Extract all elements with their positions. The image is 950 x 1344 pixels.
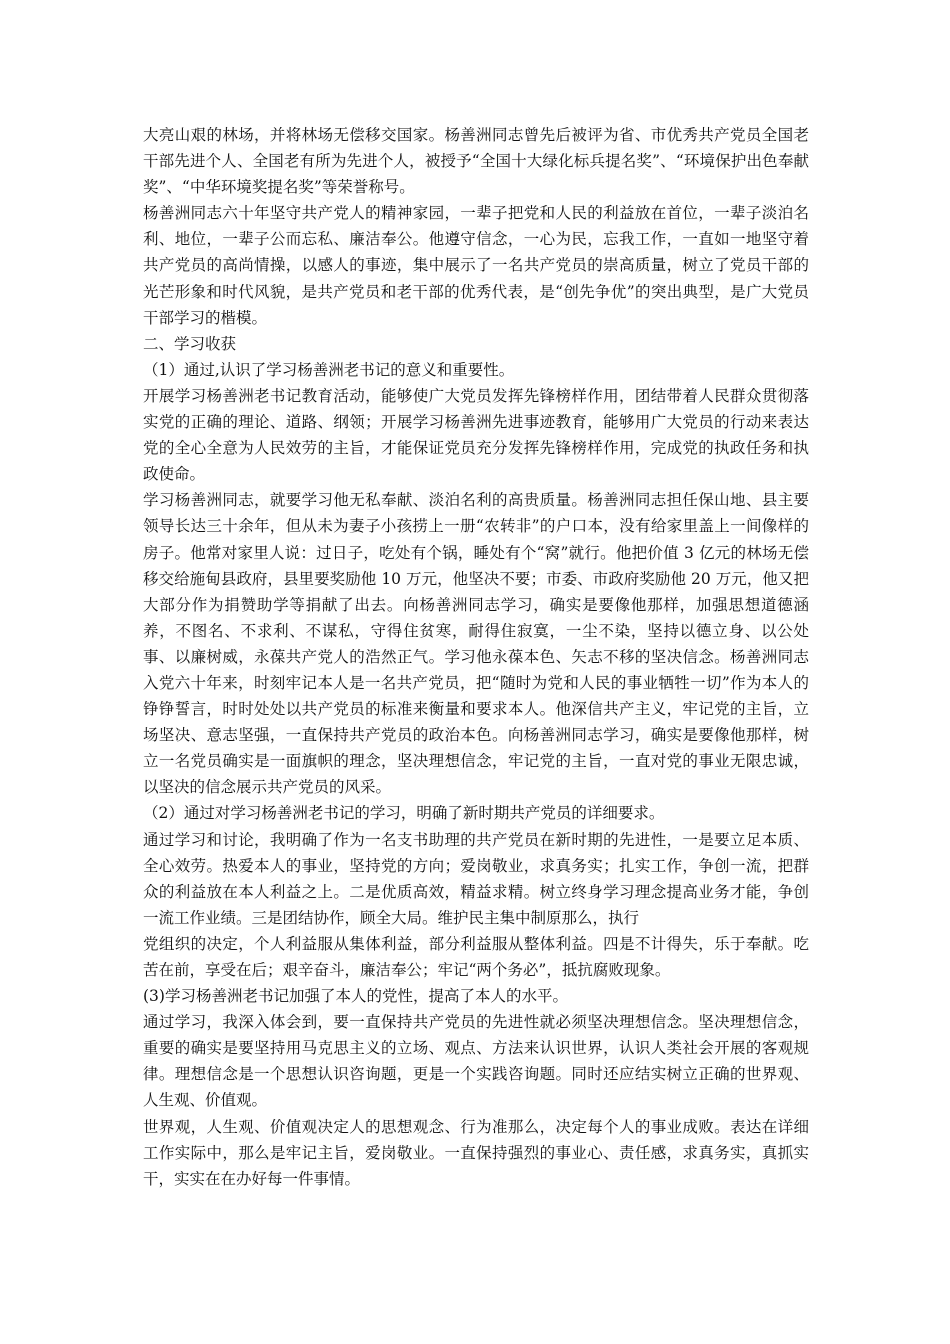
subheading-3: (3)学习杨善洲老书记加强了本人的党性，提高了本人的水平。 bbox=[143, 987, 568, 1006]
paragraph-selfless-dedication: 学习杨善洲同志，就要学习他无私奉献、淡泊名利的高贵质量。杨善洲同志担任保山地、县主要领导长达三十余年，但从未为妻子小孩捞上一册“农转非”的户口本，没有给家里盖上一间像样的房子。他常对家里人说：过日子，吃处有个锅，睡处有个“窝”就行。他把价值 3 亿元的林场无偿移交给施甸县政府，县里要奖励他 10 万元，他坚决不要；市委、市政府奖励他 20 万元，他又把大部分作为捐赞助学等捐献了出去。向杨善洲同志学习，确实是要像他那样，加强思想道德涵养，不图名、不求利、不谋私，守得住贫寒，耐得住寂寞，一尘不染，坚持以德立身、以公处事、以廉树威，永葆共产党人的浩然正气。学习他永葆本色、矢志不移的坚决信念。杨善洲同志入党六十年来，时刻牢记本人是一名共产党员，把“随时为党和人民的事业牺牲一切”作为本人的铮铮誓言，时时处处以共产党员的标准来衡量和要求本人。他深信共产主义，牢记党的主旨，立场坚决、意志坚强，一直保持共产党员的政治本色。向杨善洲同志学习，确实是要像他那样，树立一名党员确实是一面旗帜的理念，坚决理想信念，牢记党的主旨，一直对党的事业无限忠诚，以坚决的信念展示共产党员的风采。 bbox=[143, 491, 809, 797]
paragraph-requirements-continued: 党组织的决定，个人利益服从集体利益，部分利益服从整体利益。四是不计得失，乐于奉献。吃苦在前，享受在后；艰辛奋斗，廉洁奉公；牢记“两个务必”，抵抗腐败现象。 bbox=[143, 934, 809, 979]
paragraph-ideals-beliefs: 通过学习，我深入体会到，要一直保持共产党员的先进性就必须坚决理想信念。坚决理想信念，重要的确实是要坚持用马克思主义的立场、观点、方法来认识世界，认识人类社会开展的客观规律。理想信念是一个思想认识咨询题，更是一个实践咨询题。同时还应结实树立正确的世界观、人生观、价值观。 bbox=[143, 1013, 809, 1110]
subheading-2: （2）通过对学习杨善洲老书记的学习，明确了新时期共产党员的详细要求。 bbox=[143, 804, 665, 823]
paragraph-requirements: 通过学习和讨论，我明确了作为一名支书助理的共产党员在新时期的先进性，一是要立足本质、全心效劳。热爱本人的事业，坚持党的方向；爱岗敬业，求真务实；扎实工作，争创一流，把群众的利益放在本人利益之上。二是优质高效，精益求精。树立终身学习理念提高业务才能，争创一流工作业绩。三是团结协作，顾全大局。维护民主集中制原那么，执行 bbox=[143, 830, 809, 927]
paragraph-spirit-summary: 杨善洲同志六十年坚守共产党人的精神家园，一辈子把党和人民的利益放在首位，一辈子淡泊名利、地位，一辈子公而忘私、廉洁奉公。他遵守信念，一心为民，忘我工作，一直如一地坚守着共产党员的高尚情操，以感人的事迹，集中展示了一名共产党员的崇高质量，树立了党员干部的光芒形象和时代风貌，是共产党员和老干部的优秀代表，是“创先争优”的突出典型，是广大党员干部学习的楷模。 bbox=[143, 204, 809, 327]
section-heading-study-gains: 二、学习收获 bbox=[143, 334, 237, 353]
paragraph-worldview: 世界观，人生观、价值观决定人的思想观念、行为准那么，决定每个人的事业成败。表达在详细工作实际中，那么是牢记主旨，爱岗敬业。一直保持强烈的事业心、责任感，求真务实，真抓实干，实实在在办好每一件事情。 bbox=[143, 1117, 809, 1188]
document-body bbox=[143, 122, 809, 1192]
paragraph-education-activity: 开展学习杨善洲老书记教育活动，能够使广大党员发挥先锋榜样作用，团结带着人民群众贯彻落实党的正确的理论、道路、纲领；开展学习杨善洲先进事迹教育，能够用广大党员的行动来表达党的全心全意为人民效劳的主旨，才能保证党员充分发挥先锋榜样作用，完成党的执政任务和执政使命。 bbox=[143, 386, 809, 484]
subheading-1: （1）通过,认识了学习杨善洲老书记的意义和重要性。 bbox=[143, 360, 515, 379]
paragraph-award-list: 大亮山艰的林场，并将林场无偿移交国家。杨善洲同志曾先后被评为省、市优秀共产党员全国老干部先进个人、全国老有所为先进个人，被授予“全国十大绿化标兵提名奖”、“环境保护出色奉献奖”、“中华环境奖提名奖”等荣誉称号。 bbox=[143, 126, 809, 197]
